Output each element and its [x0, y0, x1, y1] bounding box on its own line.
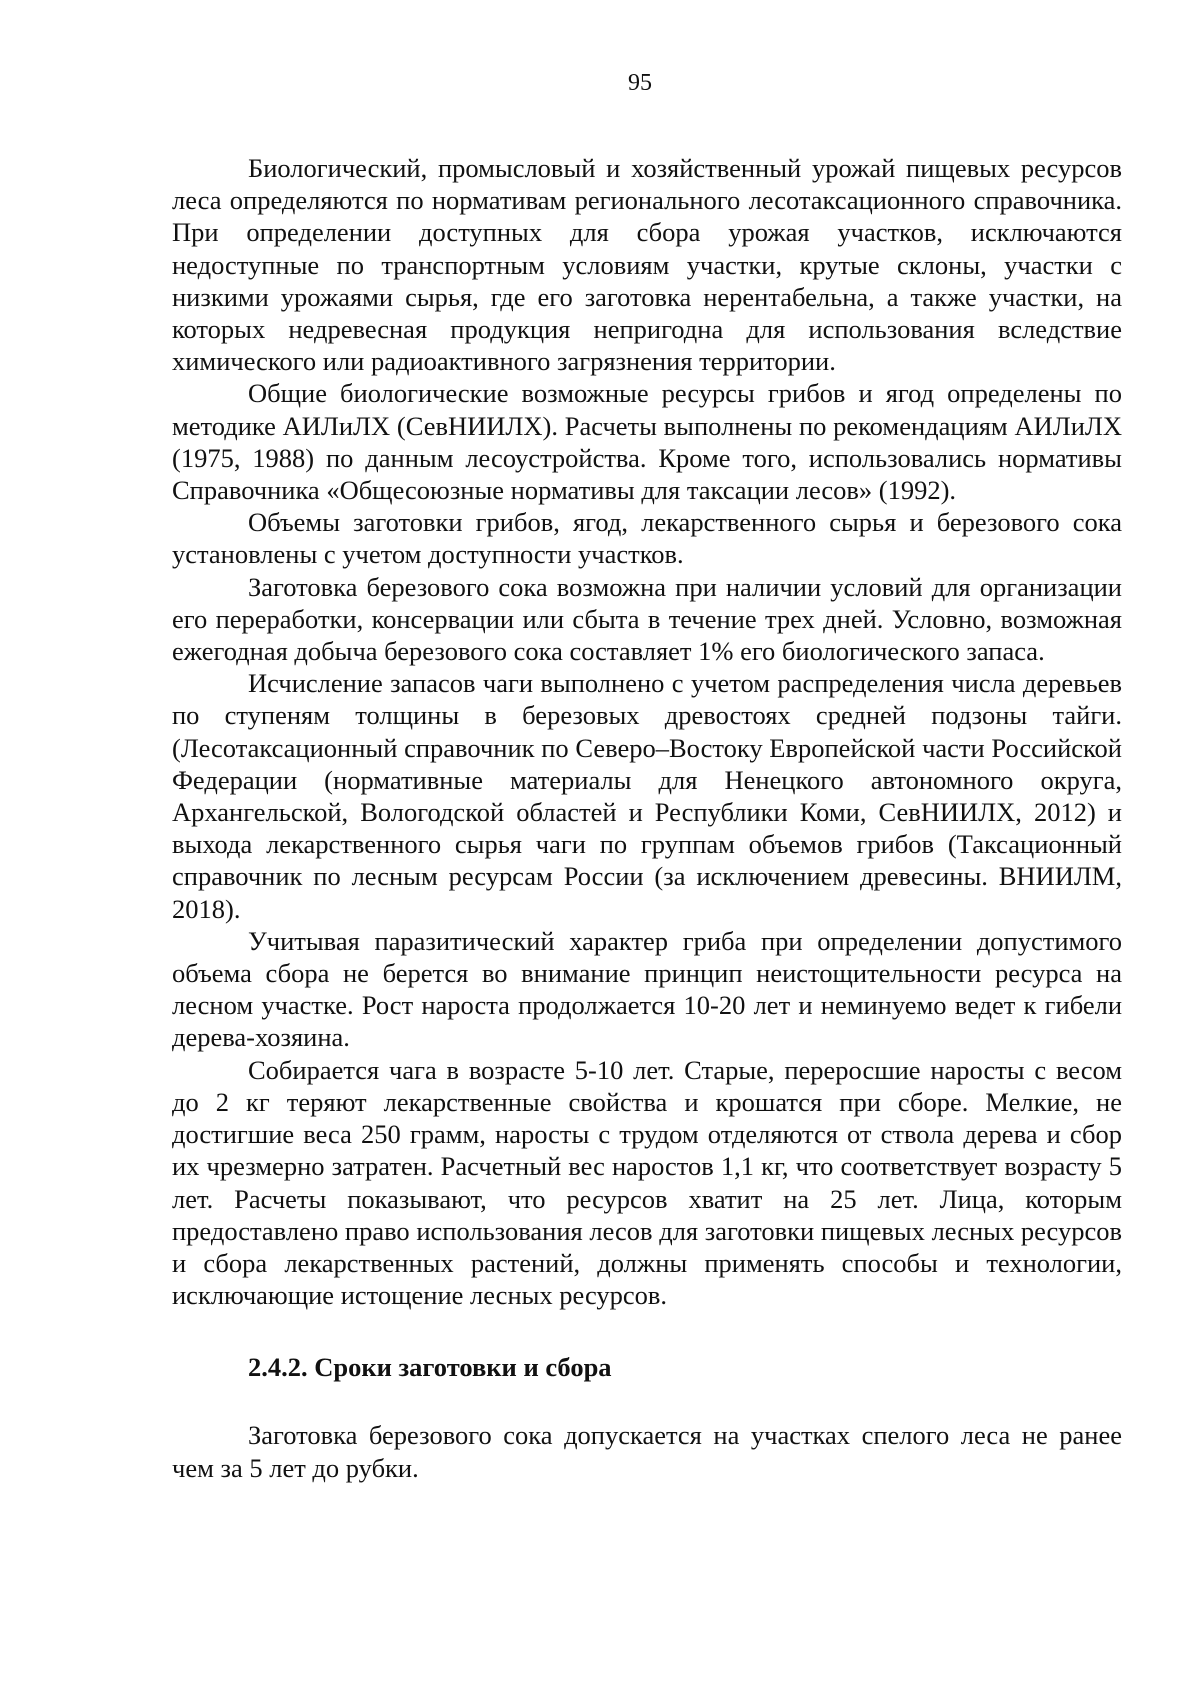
- section-heading: 2.4.2. Сроки заготовки и сбора: [248, 1352, 612, 1383]
- paragraph-chaga-collection: Собирается чага в возрасте 5-10 лет. Старые, переросшие наросты с весом до 2 кг теряют лекарственные свойства и крошатся при сборе. Мелкие, не достигшие веса 250 грамм, наросты с трудом отделяются от ствола дерева и сбор их чрезмерно затратен. Расчетный вес наростов 1,1 кг, что соответствует возрасту 5 лет. Расчеты показывают, что ресурсов хватит на 25 лет. Лица, которым предоставлено право использования лесов для заготовки пищевых лесных ресурсов и сбора лекарственных растений, должны применять способы и технологии, исключающие истощение лесных ресурсов.: [172, 1054, 1122, 1311]
- paragraph-birch-sap: Заготовка березового сока возможна при наличии условий для организации его переработки, консервации или сбыта в течение трех дней. Условно, возможная ежегодная добыча березового сока составляет 1% его биологического запаса.: [172, 571, 1122, 667]
- paragraph-parasitic-character: Учитывая паразитический характер гриба при определении допустимого объема сбора не берется во внимание принцип неистощительности ресурса на лесном участке. Рост нароста продолжается 10-20 лет и неминуемо ведет к гибели дерева-хозяина.: [172, 925, 1122, 1053]
- paragraph-mushroom-berry-resources: Общие биологические возможные ресурсы грибов и ягод определены по методике АИЛиЛХ (СевНИИЛХ). Расчеты выполнены по рекомендациям АИЛиЛХ (1975, 1988) по данным лесоустройства. Кроме того, использовались нормативы Справочника «Общесоюзные нормативы для таксации лесов» (1992).: [172, 378, 1122, 506]
- paragraph-chaga-reserves: Исчисление запасов чаги выполнено с учетом распределения числа деревьев по ступеням толщины в березовых древостоях средней подзоны тайги. (Лесотаксационный справочник по Северо–Востоку Европейской части Российской Федерации (нормативные материалы для Ненецкого автономного округа, Архангельской, Вологодской областей и Республики Коми, СевНИИЛХ, 2012) и выхода лекарственного сырья чаги по группам объемов грибов (Таксационный справочник по лесным ресурсам России (за исключением древесины. ВНИИЛМ, 2018).: [172, 668, 1122, 924]
- page-number: 95: [628, 70, 652, 96]
- paragraph-birch-sap-timing: Заготовка березового сока допускается на участках спелого леса не ранее чем за 5 лет до рубки.: [172, 1420, 1122, 1483]
- paragraph-food-resources-yield: Биологический, промысловый и хозяйственный урожай пищевых ресурсов леса определяются по нормативам регионального лесотаксационного справочника. При определении доступных для сбора урожая участков, исключаются недоступные по транспортным условиям участки, крутые склоны, участки с низкими урожаями сырья, где его заготовка нерентабельна, а также участки, на которых недревесная продукция непригодна для использования вследствие химического или радиоактивного загрязнения территории.: [172, 153, 1122, 377]
- document-body: [172, 152, 1122, 1484]
- paragraph-harvest-volumes: Объемы заготовки грибов, ягод, лекарственного сырья и березового сока установлены с учетом доступности участков.: [172, 507, 1122, 570]
